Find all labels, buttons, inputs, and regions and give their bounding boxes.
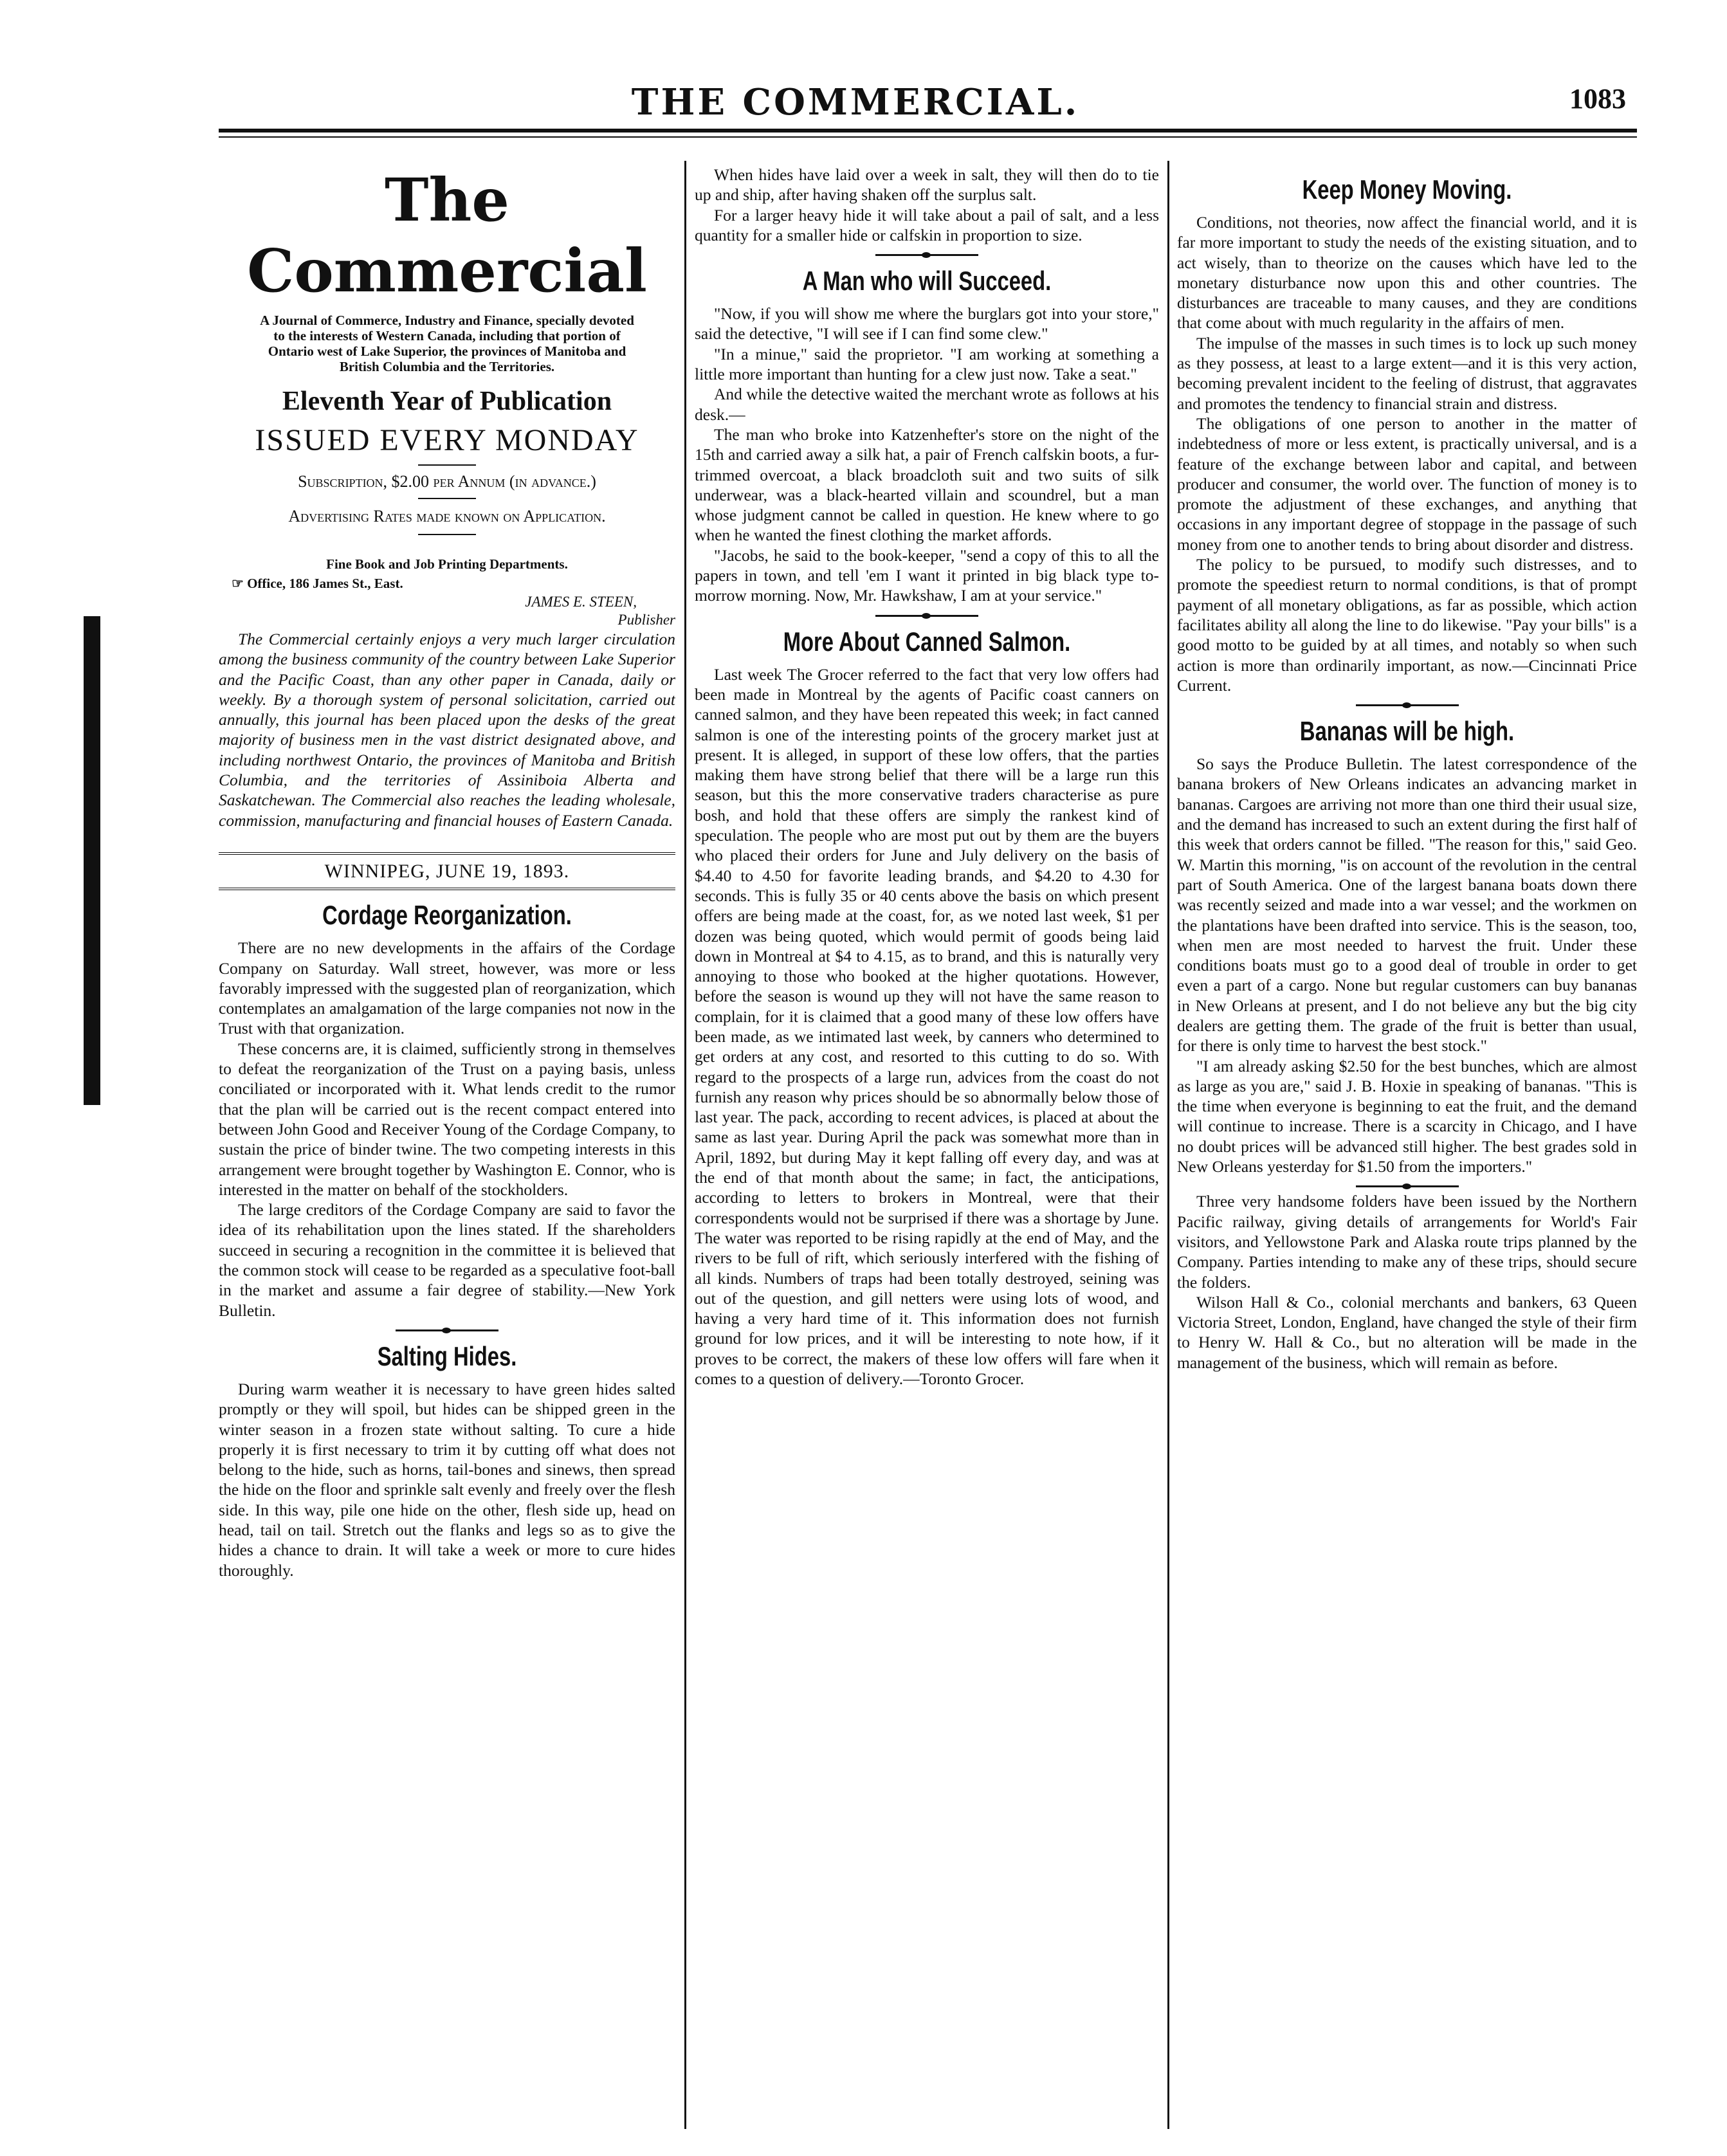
article-paragraph: These concerns are, it is claimed, sufficiently strong in themselves to defeat the reorganization of the Trust on a paying basis, unless conciliated or incorporated with it. What lends credit to the rumor that the plan will be carried out is the recent compact entered into between John Good and Receiver Young of the Cordage Company, to sustain the price of binder twine. The two competing interests in this arrangement were brought together by Washington E. Connor, who is interested in the matter on behalf of the stockholders.	[219, 1039, 675, 1199]
article-title-cordage: Cordage Reorganization.	[322, 900, 572, 931]
header-rule-bottom	[219, 136, 1637, 138]
subscription-line: Subscription, $2.00 per Annum (in advance.)	[298, 472, 596, 491]
issued-every-monday: ISSUED EVERY MONDAY	[255, 423, 639, 457]
article-paragraph: When hides have laid over a week in salt, they will then do to tie up and ship, after having shaken off the surplus salt.	[695, 165, 1159, 205]
article-paragraph: There are no new developments in the affairs of the Cordage Company on Saturday. Wall street, however, was more or less favorably impressed with the suggested plan of reorganization, which contemplates an amalgamation of the large companies not now in the Trust with that organization.	[219, 938, 675, 1038]
dateline: WINNIPEG, JUNE 19, 1893.	[219, 852, 675, 890]
publisher-role: Publisher	[617, 612, 675, 628]
page-number: 1083	[1569, 83, 1626, 114]
printing-departments: Fine Book and Job Printing Departments.	[326, 556, 568, 572]
article-paragraph: So says the Produce Bulletin. The latest correspondence of the banana brokers of New Orleans indicates an advancing market in bananas. Cargoes are arriving not more than one third their usual size, and the demand has increased to such an extent during the first half of this week that orders cannot be filled. "The reason for this," said Geo. W. Martin this morning, "is on account of the revolution in the central part of South America. One of the largest banana boats down there was recently seized and made into a war vessel; and the workmen on the plantations have been drafted into service. This is the season, too, when men are most needed to harvest the fruit. Under these conditions boats must go to a good deal of trouble in order to get even a part of a cargo. None but regular customers can buy bananas in New Orleans at present, and I do not believe any but the big city dealers are getting them. The grade of the fruit is better than usual, for there is only time to harvest the best stock."	[1177, 754, 1637, 1055]
article-paragraph: The obligations of one person to another in the matter of indebtedness of more or less extent, is practically universal, and is a feature of the exchange between labor and capital, and between producer and consumer, the world over. The function of money is to promote the adjustment of these exchanges, and anything that occasions in any important degree of stoppage in the passage of such money from one to another tends to bring about disorder and distress.	[1177, 414, 1637, 554]
article-title-bananas: Bananas will be high.	[1299, 716, 1515, 747]
article-paragraph: For a larger heavy hide it will take about a pail of salt, and a less quantity for a smaller hide or calfskin in proportion to size.	[695, 205, 1159, 244]
article-paragraph: And while the detective waited the merchant wrote as follows at his desk.—	[695, 385, 1159, 424]
column-divider-2	[1167, 161, 1169, 2129]
article-paragraph: "Now, if you will show me where the burglars got into your store," said the detective, "I will see if I can find some clew."	[695, 304, 1159, 343]
article-title-salting: Salting Hides.	[377, 1340, 517, 1371]
short-rule	[418, 498, 476, 499]
article-paragraph: The policy to be pursued, to modify such distresses, and to promote the speediest return to normal conditions, is that of prompt payment of all monetary obligations, as far as possible, which action facilitates ability all along the line to do likewise. "Pay your bills" is a good motto to be guided by at all times, and notably so when such action is more than ordinarily important, as now.—Cincinnati Price Current.	[1177, 555, 1637, 695]
advertising-line: Advertising Rates made known on Application.	[288, 507, 606, 525]
masthead-title: The Commercial	[247, 165, 647, 306]
article-title-salmon: More About Canned Salmon.	[783, 626, 1071, 657]
article-paragraph: "In a minue," said the proprietor. "I am working at something a little more important than hunting for a clew just now. Take a seat."	[695, 344, 1159, 384]
header-rule-top	[219, 129, 1637, 132]
article-paragraph: Wilson Hall & Co., colonial merchants and bankers, 63 Queen Victoria Street, London, England, have changed the style of their firm to Henry W. Hall & Co., but no alteration will be made in the management of the business, which will remain as before.	[1177, 1292, 1637, 1372]
article-paragraph: Three very handsome folders have been issued by the Northern Pacific railway, giving details of arrangements for World's Fair visitors, and Yellowstone Park and Alaska route trips planned by the Company. Parties intending to make any of these trips, should secure the folders.	[1177, 1192, 1637, 1292]
article-paragraph: "I am already asking $2.50 for the best bunches, which are almost as large as you are," said J. B. Hoxie in speaking of bananas. "This is the time when everyone is beginning to eat the fruit, and the demand will continue to increase. There is a scarcity in Chicago, and I have no doubt prices will be advanced still higher. The best grades sold in New Orleans yesterday for $1.50 from the importers."	[1177, 1056, 1637, 1176]
column-1	[219, 165, 675, 2146]
running-head-title: THE COMMERCIAL.	[631, 81, 1080, 123]
office-address: ☞ Office, 186 James St., East.	[232, 576, 403, 591]
binding-shadow	[84, 616, 100, 1105]
short-rule	[418, 464, 476, 466]
column-divider-1	[684, 161, 686, 2129]
publisher-name: JAMES E. STEEN,	[525, 594, 637, 610]
article-paragraph: Last week The Grocer referred to the fact that very low offers had been made in Montreal by the agents of Pacific coast canners on canned salmon, and they have been repeated this week; in fact canned salmon is one of the interesting points of the grocery market just at present. It is alleged, in support of these low offers, that the parties making them have strong belief that there will be a large run this season, but this the more conservative traders characterise as pure bosh, and hold that these offers are simply the rankest kind of speculation. The people who are most put out by them are the buyers who placed their orders for June and July delivery on the basis of $4.40 to 4.50 for favorite leading brands, and $4.20 to 4.30 for seconds. This is fully 35 or 40 cents above the basis on which present offers are being made at the coast, for, as we noted last week, $1 per dozen was being quoted, which would permit of goods being laid down in Montreal at $4 to 4.15, as to brand, and this is naturally very annoying to those who booked at the higher quotations. However, before the season is wound up they will not have the same reason to complain, for it is claimed that a good many of these low offers have been made, as we intimated last week, by canners who determined to get orders at any cost, and resorted to this cutting to do so. With regard to the prospects of a large run, advices from the coast do not furnish any reason why prices should be so abnormally below those of last year. The pack, according to recent advices, is placed at about the same as last year. During April the pack was somewhat more than in April, 1892, but during May it kept falling off every day, and was at the end of that month about the same; in fact, the anticipations, according to letters to brokers in Montreal, were that their correspondents would not be surprised if there was a shortage by June. The water was reported to be rising rapidly at the end of May, and the rivers to be full of rift, which seriously interfered with the fishing of all kinds. Numbers of traps had been totally destroyed, seining was out of the question, and gill netters were using lots of wood, and having a very hard time of it. This information does not furnish ground for low prices, and it will be interesting to note how, if it proves to be correct, the makers of these low offers will fare when it comes to a question of delivery.—Toronto Grocer.	[695, 664, 1159, 1389]
article-paragraph: Conditions, not theories, now affect the financial world, and it is far more important to study the needs of the existing situation, and to act wisely, than to theorize on the causes which have led to the monetary disturbance now upon this and other countries. The disturbances are traceable to many causes, and they are conditions that come about with much regularity in the affairs of men.	[1177, 213, 1637, 333]
eleventh-year: Eleventh Year of Publication	[282, 387, 612, 416]
article-title-money: Keep Money Moving.	[1302, 174, 1512, 205]
column-2	[695, 165, 1159, 2146]
short-rule	[418, 534, 476, 535]
circulation-statement: The Commercial certainly enjoys a very much larger circulation among the business community of the country between Lake Superior and the Pacific Coast, than any other paper in Canada, daily or weekly. By a thorough system of personal solicitation, carried out annually, this journal has been placed upon the desks of the great majority of business men in the vast district designated above, and including northwest Ontario, the provinces of Manitoba and British Columbia, and the territories of Assiniboia Alberta and Saskatchewan. The Commercial also reaches the leading wholesale, commission, manufacturing and financial houses of Eastern Canada.	[219, 630, 675, 830]
column-3	[1177, 165, 1637, 2146]
section-separator	[396, 1329, 498, 1331]
article-paragraph: During warm weather it is necessary to have green hides salted promptly or they will spoil, but hides can be shipped green in the winter season in a frozen state without salting. To cure a hide properly it is first necessary to trim it by cutting off what does not belong to the hide, such as horns, tail-bones and sinews, then spread the hide on the floor and sprinkle salt evenly and freely over the flesh side. In this way, pile one hide on the other, flesh side up, head on head, tail on tail. Stretch out the flanks and legs so as to give the hides a chance to drain. It will take a week or more to cure hides thoroughly.	[219, 1379, 675, 1580]
article-paragraph: "Jacobs, he said to the book-keeper, "send a copy of this to all the papers in town, and tell 'em I want it printed in big black type to-morrow morning. Now, Mr. Hawkshaw, I am at your service."	[695, 545, 1159, 605]
section-separator	[875, 254, 978, 256]
journal-description: A Journal of Commerce, Industry and Finance, specially devoted to the interests of Western Canada, including that portion of Ontario west of Lake Superior, the provinces of Manitoba and British Columbia and the Territories.	[260, 313, 634, 374]
article-paragraph: The large creditors of the Cordage Company are said to favor the idea of its rehabilitation upon the lines stated. If the shareholders succeed in securing a recognition in the committee it is believed that the common stock will cease to be regarded as a speculative foot-ball in the market and assume a fair degree of stability.—New York Bulletin.	[219, 1200, 675, 1320]
article-title-succeed: A Man who will Succeed.	[802, 266, 1052, 297]
article-paragraph: The impulse of the masses in such times is to lock up such money as they possess, at least to a large extent—and it is this very action, becoming prevalent incident to the feeling of distrust, that aggravates and promotes the tendency to financial strain and distress.	[1177, 333, 1637, 413]
section-separator	[1356, 704, 1459, 706]
section-separator	[875, 615, 978, 617]
section-separator	[1356, 1185, 1459, 1187]
article-paragraph: The man who broke into Katzenhefter's store on the night of the 15th and carried away a silk hat, a pair of French calfskin boots, a fur-trimmed overcoat, a black broadcloth suit and two suits of silk underwear, was a black-hearted villain and scoundrel, but a man whose judgment cannot be called in question. He knew where to go when he wanted the finest clothing the market affords.	[695, 425, 1159, 545]
